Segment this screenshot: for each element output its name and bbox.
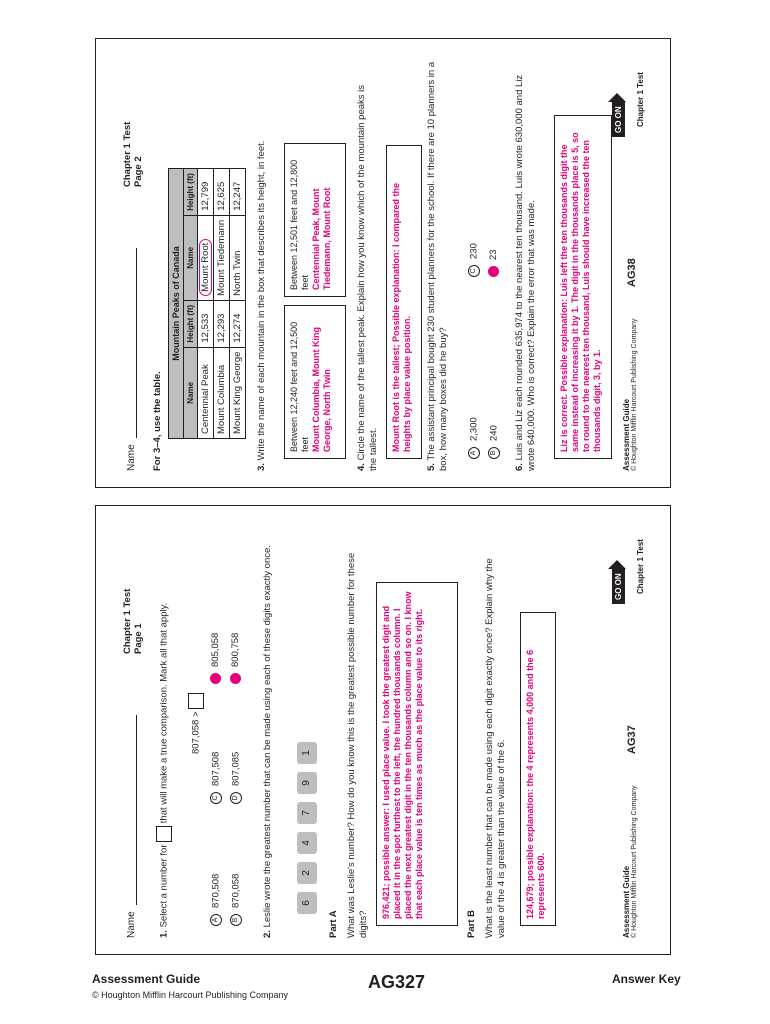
table-row (214, 169, 230, 439)
q4-answer-box: Mount Root is the tallest; Possible explanation: I compared the heights by place value position. (386, 145, 422, 459)
digit-tiles (296, 734, 317, 914)
option-letter: A (468, 447, 480, 459)
table-intro: For 3–4, use the table. (152, 371, 163, 471)
outer-footer-copyright: © Houghton Mifflin Harcourt Publishing Company (92, 990, 289, 1000)
name-rule (136, 715, 137, 905)
page2-footer-left (622, 319, 638, 472)
question-text: Luis and Liz each rounded 635,974 to the nearest ten thousand. Luis wrote 630,000 and Liz wrote 640,000. Who is correct? Explain the error that was made. (514, 74, 537, 471)
question-text: Select a number for (158, 844, 170, 928)
table-header: Name (184, 347, 198, 438)
part-a-question: What was Leslie's number? How do you know this is the greatest possible number for these digits? (346, 552, 369, 938)
box-answer: Centennial Peak, Mount Tiedemann, Mount Root (311, 187, 332, 290)
footer-title: Assessment Guide (622, 398, 631, 471)
table-cell: 12,533 (198, 300, 214, 347)
mountain-table (168, 168, 246, 439)
q1-option-a[interactable] (210, 874, 222, 926)
option-letter: D (230, 792, 242, 804)
name-rule (136, 248, 137, 438)
table-cell: 12,274 (230, 300, 246, 347)
digit-tile: 6 (297, 892, 317, 914)
table-cell: North Twin (230, 215, 246, 300)
part-b-answer-box: 124,679; possible explanation: the 4 represents 4,000 and the 6 represents 600. (520, 612, 556, 926)
comparison (188, 693, 204, 754)
question-text: Write the name of each mountain in the box that describes its height, in feet. (256, 140, 267, 461)
table-cell: 12,625 (214, 169, 230, 216)
chapter-label: Chapter 1 Test (122, 121, 133, 187)
page1-footer-left (622, 786, 638, 939)
q5-option-d[interactable] (488, 249, 499, 277)
table-header: Name (184, 215, 198, 300)
question-number: 2. (262, 930, 273, 938)
go-on-button[interactable] (608, 93, 626, 137)
q1-option-c[interactable] (210, 752, 222, 804)
circled-mountain: Mount Root (199, 239, 212, 296)
option-letter: C (210, 792, 222, 804)
box-range: Between 12,501 feet and 12,800 feet (289, 159, 310, 290)
option-value: 230 (468, 243, 480, 259)
table-header: Height (ft) (184, 169, 198, 216)
option-value: 2,300 (468, 417, 480, 441)
footer-chapter: Chapter 1 Test (636, 539, 645, 594)
filled-bubble-icon (210, 673, 221, 684)
digit-tile: 9 (297, 772, 317, 794)
outer-footer-title: Assessment Guide (92, 972, 201, 986)
arrow-right-icon (608, 93, 626, 102)
q6-answer-box: Liz is correct. Possible explanation: Luis left the ten thousands digit the same instead of increasing it by 1. The digit in the thousands place is 5, so to round to the nearest ten thousand, Luis should have increased the ten thousands digit, 3, by 1. (554, 115, 612, 459)
q1-option-f[interactable] (230, 633, 241, 684)
digit-tile: 1 (297, 742, 317, 764)
table-row (230, 169, 246, 439)
chapter-header (122, 122, 144, 187)
page2-panel (95, 38, 671, 488)
option-value: 807,085 (230, 751, 242, 786)
page1-content (96, 506, 670, 954)
table-cell: Mount King George (230, 347, 246, 438)
footer-title: Assessment Guide (622, 865, 631, 938)
chapter-label: Chapter 1 Test (122, 588, 133, 654)
option-value: 870,508 (210, 873, 222, 908)
question-text: Leslie wrote the greatest number that can be made using each of these digits exactly once. (262, 545, 273, 928)
footer-page: AG37 (626, 725, 638, 754)
go-on-label: GO ON (612, 569, 625, 604)
table-cell: Mount Tiedemann (214, 215, 230, 300)
question-6 (514, 61, 538, 471)
blank-box (188, 693, 204, 709)
chapter-header (122, 589, 144, 654)
arrow-right-icon (608, 560, 626, 569)
part-b-question: What is the least number that can be made using each digit exactly once? Explain why the value of the 4 is greater than the value of the 6. (484, 558, 507, 938)
footer-copy: © Houghton Mifflin Harcourt Publishing Company (631, 785, 638, 938)
q3-box-2 (284, 143, 346, 297)
option-letter: C (468, 265, 480, 277)
table-title: Mountain Peaks of Canada (169, 169, 184, 439)
name-label: Name (126, 444, 137, 471)
option-value: 870,058 (230, 873, 242, 908)
part-b-heading: Part B (466, 910, 477, 938)
option-value: 240 (488, 425, 500, 441)
question-text: that will make a true comparison. Mark all that apply. (158, 602, 170, 824)
table-cell: Mount Columbia (214, 347, 230, 438)
table-header: Height (ft) (184, 300, 198, 347)
question-2 (262, 518, 274, 938)
question-5 (426, 61, 450, 471)
option-letter: A (210, 914, 222, 926)
table-cell: Centennial Peak (198, 347, 214, 438)
option-letter: B (488, 447, 500, 459)
outer-footer-answer-key: Answer Key (612, 972, 681, 986)
q1-option-b[interactable] (230, 874, 242, 926)
box-range: Between 12,240 feet and 12,500 feet (289, 321, 310, 452)
page-label: Page 1 (133, 623, 144, 654)
name-line (126, 715, 137, 938)
question-number: 3. (256, 463, 267, 471)
part-a-heading: Part A (328, 910, 339, 938)
footer-chapter: Chapter 1 Test (636, 72, 645, 127)
q5-option-c[interactable] (468, 243, 480, 277)
q1-option-d[interactable] (230, 752, 242, 804)
blank-box (156, 826, 172, 842)
digit-tile: 4 (297, 832, 317, 854)
filled-bubble-icon (230, 673, 241, 684)
q3-box-1 (284, 305, 346, 459)
question-1 (156, 518, 172, 938)
q1-option-e[interactable] (210, 633, 221, 684)
q5-option-b[interactable] (488, 425, 500, 459)
digit-tile: 2 (297, 862, 317, 884)
question-number: 5. (426, 463, 437, 471)
outer-footer-page: AG327 (368, 972, 426, 992)
table-cell: 12,247 (230, 169, 246, 216)
question-number: 4. (356, 463, 367, 471)
question-text: The assistant principal bought 230 student planners for the school. If there are 10 planners in a box, how many boxes did he buy? (426, 61, 449, 471)
option-value: 807,508 (210, 751, 222, 786)
page1-panel (95, 505, 671, 955)
go-on-label: GO ON (612, 102, 625, 137)
question-text: Circle the name of the tallest peak. Explain how you know which of the mountain peaks is the tallest. (356, 84, 379, 471)
digit-tile: 7 (297, 802, 317, 824)
option-letter: B (230, 914, 242, 926)
option-value: 800,758 (230, 632, 242, 667)
option-value: 805,058 (210, 632, 222, 667)
comparison-text: 807,058 > (190, 711, 202, 754)
question-3 (256, 71, 268, 471)
part-a-answer-box: 976,421; possible answer: I used place value. I took the greatest digit and placed it in the spot furthest to the left, the hundred thousands column. I placed the next greatest digit in the ten thousands column and so on. I know that each place value is ten times as much as the place value to its right. (376, 582, 458, 926)
q5-option-a[interactable] (468, 417, 480, 459)
question-4 (356, 71, 380, 471)
option-value: 23 (488, 249, 500, 260)
page-label: Page 2 (133, 156, 144, 187)
box-answer: Mount Columbia, Mount King George, North Twin (311, 327, 332, 452)
go-on-button[interactable] (608, 560, 626, 604)
footer-copy: © Houghton Mifflin Harcourt Publishing Company (631, 318, 638, 471)
footer-page: AG38 (626, 258, 638, 287)
table-row (198, 169, 214, 439)
table-cell: 12,799 (198, 169, 214, 216)
name-line (126, 248, 137, 471)
filled-bubble-icon (488, 266, 499, 277)
page2-content (96, 39, 670, 487)
table-cell (198, 215, 214, 300)
question-number: 6. (514, 463, 525, 471)
table-cell: 12,293 (214, 300, 230, 347)
name-label: Name (126, 911, 137, 938)
question-number: 1. (158, 930, 170, 938)
